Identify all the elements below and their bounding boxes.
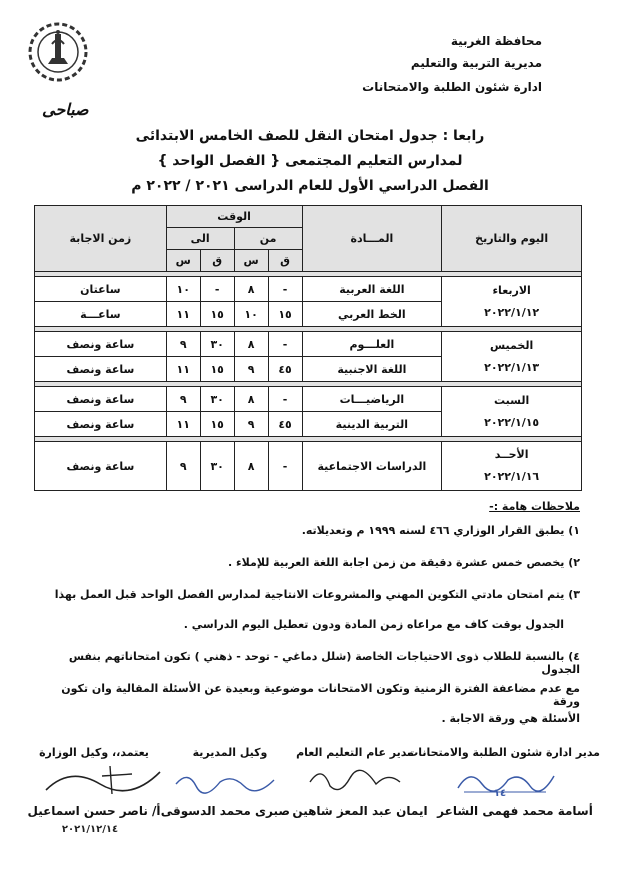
header-from: من xyxy=(234,228,302,250)
from-hour-cell: ٨ xyxy=(234,332,268,357)
to-hour-cell: ١١ xyxy=(166,357,200,382)
from-minute-cell: - xyxy=(268,332,302,357)
to-hour-cell: ٩ xyxy=(166,332,200,357)
day-date-cell xyxy=(442,387,582,437)
subject-cell: العلـــوم xyxy=(302,332,442,357)
date-label: ٢٠٢٢/١/١٥ xyxy=(484,415,540,429)
signature-title: يعتمد،، وكيل الوزارة xyxy=(39,746,149,759)
note-item: مع عدم مضاعفة الفترة الزمنية وتكون الامتحانات موضوعية وبعيدة عن الأسئلة المقالية وان تكون ورقة xyxy=(61,682,580,708)
from-hour-cell: ١٠ xyxy=(234,302,268,327)
from-hour-cell: ٩ xyxy=(234,412,268,437)
to-minute-cell: ١٥ xyxy=(200,302,234,327)
from-minute-cell: ٤٥ xyxy=(268,357,302,382)
note-item: ٣) يتم امتحان مادتي التكوين المهني والمشروعات الانتاجية لمدارس الفصل الواحد قبل العمل بهذا xyxy=(54,588,580,601)
header-day-date: اليوم والتاريخ xyxy=(442,206,582,272)
day-date-cell xyxy=(442,442,582,491)
header-from-minute: ق xyxy=(268,250,302,272)
header-time: الوقت xyxy=(166,206,302,228)
from-minute-cell: - xyxy=(268,387,302,412)
handwritten-number: ١٤ xyxy=(493,788,507,799)
subject-cell: الخط العربي xyxy=(302,302,442,327)
signature-name: أسامة محمد فهمى الشاعر xyxy=(437,804,593,818)
table-row xyxy=(35,442,582,491)
notes-title: ملاحظات هامة :- xyxy=(489,500,580,513)
header-duration: زمن الاجابة xyxy=(35,206,167,272)
from-hour-cell: ٨ xyxy=(234,442,268,491)
table-row xyxy=(35,387,582,412)
from-minute-cell: - xyxy=(268,442,302,491)
to-hour-cell: ١١ xyxy=(166,412,200,437)
signature-scribble-4 xyxy=(40,760,170,800)
signature-title: مدير ادارة شئون الطلبة والامتحانات xyxy=(407,746,600,759)
day-label: الأحــد xyxy=(494,448,529,461)
table-row xyxy=(35,277,582,302)
signature-title: وكيل المديرية xyxy=(192,746,268,759)
date-label: ٢٠٢٢/١/١٣ xyxy=(484,360,540,374)
title-line-3: الفصل الدراسي الأول للعام الدراسى ٢٠٢١ / ٢٠٢٢ م xyxy=(131,178,489,194)
duration-cell: ساعـــة xyxy=(35,302,167,327)
duration-cell: ساعة ونصف xyxy=(35,442,167,491)
from-hour-cell: ٩ xyxy=(234,357,268,382)
exam-schedule-table xyxy=(34,205,582,491)
header-to-minute: ق xyxy=(200,250,234,272)
signature-scribble-2 xyxy=(300,762,410,798)
signature-name: أ/ ناصر حسن اسماعيل xyxy=(27,804,161,818)
signature-name: صبرى محمد الدسوقى xyxy=(160,804,290,818)
note-item: ٢) يخصص خمس عشرة دقيقة من زمن اجابة اللغة العربية للإملاء . xyxy=(228,556,580,569)
note-item: الجدول بوقت كاف مع مراعاه زمن المادة ودون تعطيل اليوم الدراسي . xyxy=(183,618,564,631)
header-administration: ادارة شئون الطلبة والامتحانات xyxy=(362,80,542,94)
from-minute-cell: - xyxy=(268,277,302,302)
title-line-1: رابعا : جدول امتحان النقل للصف الخامس الابتدائى xyxy=(135,128,485,144)
subject-cell: اللغة الاجنبية xyxy=(302,357,442,382)
from-hour-cell: ٨ xyxy=(234,387,268,412)
header-directorate: مديرية التربية والتعليم xyxy=(410,56,542,70)
day-date-cell xyxy=(442,277,582,327)
signature-name: ايمان عبد المعز شاهين xyxy=(292,804,428,818)
to-minute-cell: ١٥ xyxy=(200,357,234,382)
to-minute-cell: ٣٠ xyxy=(200,387,234,412)
subject-cell: التربية الدينية xyxy=(302,412,442,437)
day-label: الخميس xyxy=(490,338,534,352)
from-minute-cell: ١٥ xyxy=(268,302,302,327)
header-to: الى xyxy=(166,228,234,250)
header-subject: المـــادة xyxy=(302,206,442,272)
duration-cell: ساعة ونصف xyxy=(35,387,167,412)
date-label: ٢٠٢٢/١/١٦ xyxy=(484,470,540,483)
date-label: ٢٠٢٢/١/١٢ xyxy=(484,305,540,319)
note-item: ١) يطبق القرار الوزاري ٤٦٦ لسنه ١٩٩٩ م وتعديلاته. xyxy=(301,524,580,537)
day-label: الاربعاء xyxy=(492,283,531,297)
note-item: ٤) بالنسبة للطلاب ذوى الاحتياجات الخاصة (شلل دماغي - توحد - ذهني ) تكون امتحاناتهم بنفس الجدول xyxy=(68,650,580,676)
directorate-logo-icon xyxy=(26,20,90,84)
to-hour-cell: ١١ xyxy=(166,302,200,327)
table-row xyxy=(35,332,582,357)
header-from-hour: س xyxy=(234,250,268,272)
header-governorate: محافظة الغربية xyxy=(450,34,542,48)
to-minute-cell: ٣٠ xyxy=(200,442,234,491)
duration-cell: ساعة ونصف xyxy=(35,332,167,357)
signature-title: مدير عام التعليم العام xyxy=(296,746,414,759)
subject-cell: الرياضيـــات xyxy=(302,387,442,412)
duration-cell: ساعتان xyxy=(35,277,167,302)
from-minute-cell: ٤٥ xyxy=(268,412,302,437)
note-item: الأسئلة هي ورقة الاجابة . xyxy=(441,712,580,725)
header-to-hour: س xyxy=(166,250,200,272)
to-hour-cell: ١٠ xyxy=(166,277,200,302)
subject-cell: اللغة العربية xyxy=(302,277,442,302)
session-period-label: صباحى xyxy=(42,100,89,119)
duration-cell: ساعة ونصف xyxy=(35,357,167,382)
subject-cell: الدراسات الاجتماعية xyxy=(302,442,442,491)
to-minute-cell: - xyxy=(200,277,234,302)
title-line-2: لمدارس التعليم المجتمعى { الفصل الواحد } xyxy=(157,153,463,169)
signature-scribble-3 xyxy=(170,766,280,796)
day-label: السبت xyxy=(494,393,530,407)
to-hour-cell: ٩ xyxy=(166,442,200,491)
from-hour-cell: ٨ xyxy=(234,277,268,302)
day-date-cell xyxy=(442,332,582,382)
duration-cell: ساعة ونصف xyxy=(35,412,167,437)
handwritten-date: ٢٠٢١/١٢/١٤ xyxy=(61,824,119,835)
to-hour-cell: ٩ xyxy=(166,387,200,412)
to-minute-cell: ٣٠ xyxy=(200,332,234,357)
to-minute-cell: ١٥ xyxy=(200,412,234,437)
